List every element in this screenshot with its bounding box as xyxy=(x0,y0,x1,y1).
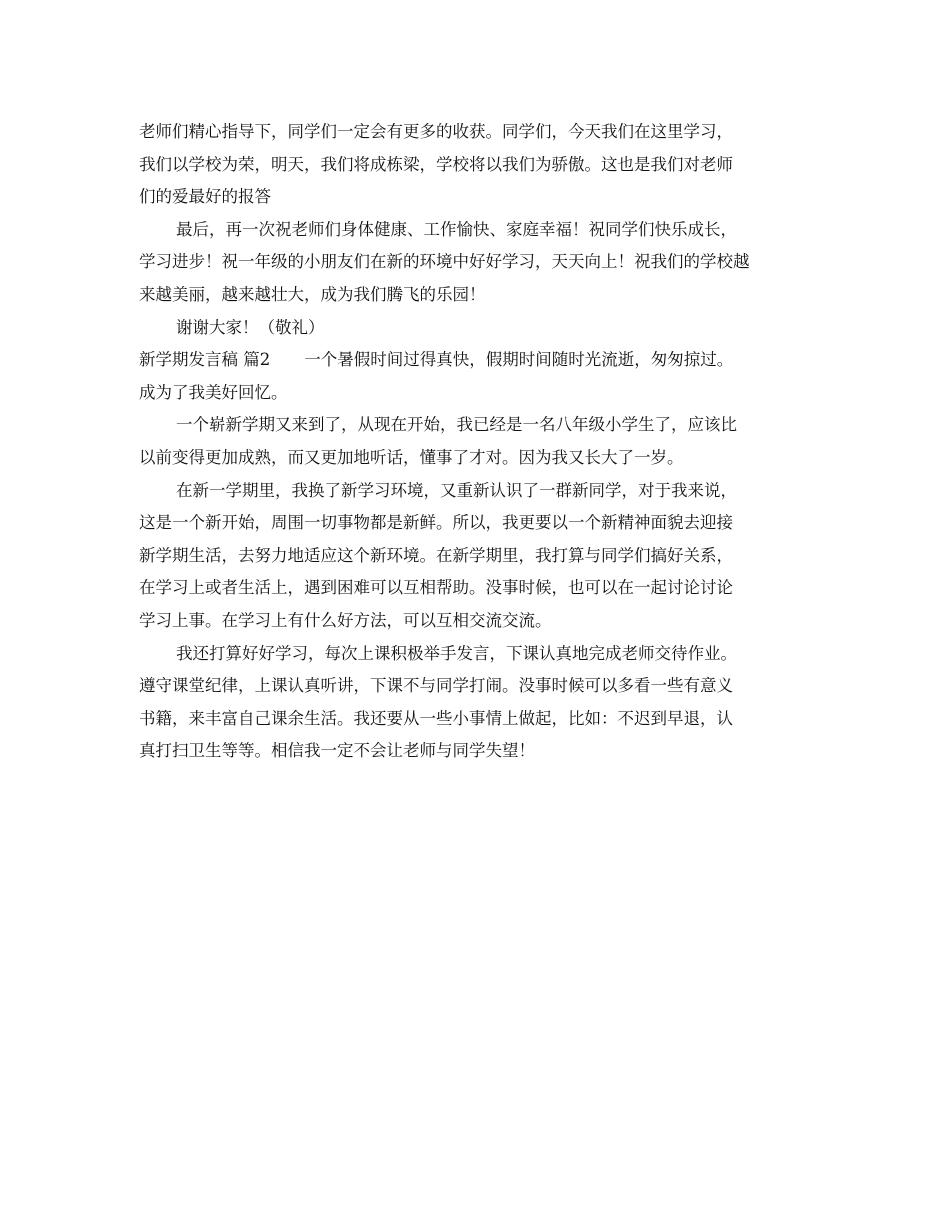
text-line: 我们以学校为荣，明天，我们将成栋梁，学校将以我们为骄傲。这也是我们对老师 xyxy=(139,154,733,174)
text-line: 在学习上或者生活上，遇到困难可以互相帮助。没事时候，也可以在一起讨论讨论 xyxy=(139,578,733,598)
text-line-inline: 一个暑假时间过得真快，假期时间随时光流逝，匆匆掠过。 xyxy=(304,350,734,370)
text-line: 成为了我美好回忆。 xyxy=(139,382,288,402)
text-line: 在新一学期里，我换了新学习环境，又重新认识了一群新同学，对于我来说， xyxy=(176,480,737,500)
text-line: 们的爱最好的报答 xyxy=(139,187,271,207)
text-line: 这是一个新开始，周围一切事物都是新鲜。所以，我更要以一个新精神面貌去迎接 xyxy=(139,513,733,533)
text-line: 最后，再一次祝老师们身体健康、工作愉快、家庭幸福！祝同学们快乐成长， xyxy=(176,219,737,239)
document-body xyxy=(139,116,839,768)
text-line: 老师们精心指导下，同学们一定会有更多的收获。同学们，今天我们在这里学习， xyxy=(139,122,733,141)
text-line: 新学期生活，去努力地适应这个新环境。在新学期里，我打算与同学们搞好关系， xyxy=(139,545,733,565)
text-line: 真打扫卫生等等。相信我一定不会让老师与同学失望！ xyxy=(139,741,535,761)
text-line: 谢谢大家！（敬礼） xyxy=(176,317,325,337)
text-line: 学习上事。在学习上有什么好方法，可以互相交流交流。 xyxy=(139,610,552,630)
text-line: 一个崭新学期又来到了，从现在开始，我已经是一名八年级小学生了，应该比 xyxy=(176,415,737,435)
section-heading-line xyxy=(139,344,839,377)
section-heading: 新学期发言稿 篇2 xyxy=(139,350,271,370)
text-line: 我还打算好好学习，每次上课积极举手发言，下课认真地完成老师交待作业。 xyxy=(176,643,737,663)
text-line: 来越美丽，越来越壮大，成为我们腾飞的乐园！ xyxy=(139,284,486,304)
text-line: 书籍，来丰富自己课余生活。我还要从一些小事情上做起，比如：不迟到早退，认 xyxy=(139,708,733,728)
text-line: 以前变得更加成熟，而又更加地听话，懂事了才对。因为我又长大了一岁。 xyxy=(139,447,684,467)
text-line: 学习进步！祝一年级的小朋友们在新的环境中好好学习，天天向上！祝我们的学校越 xyxy=(139,252,750,272)
text-line: 遵守课堂纪律，上课认真听讲，下课不与同学打闹。没事时候可以多看一些有意义 xyxy=(139,676,733,696)
